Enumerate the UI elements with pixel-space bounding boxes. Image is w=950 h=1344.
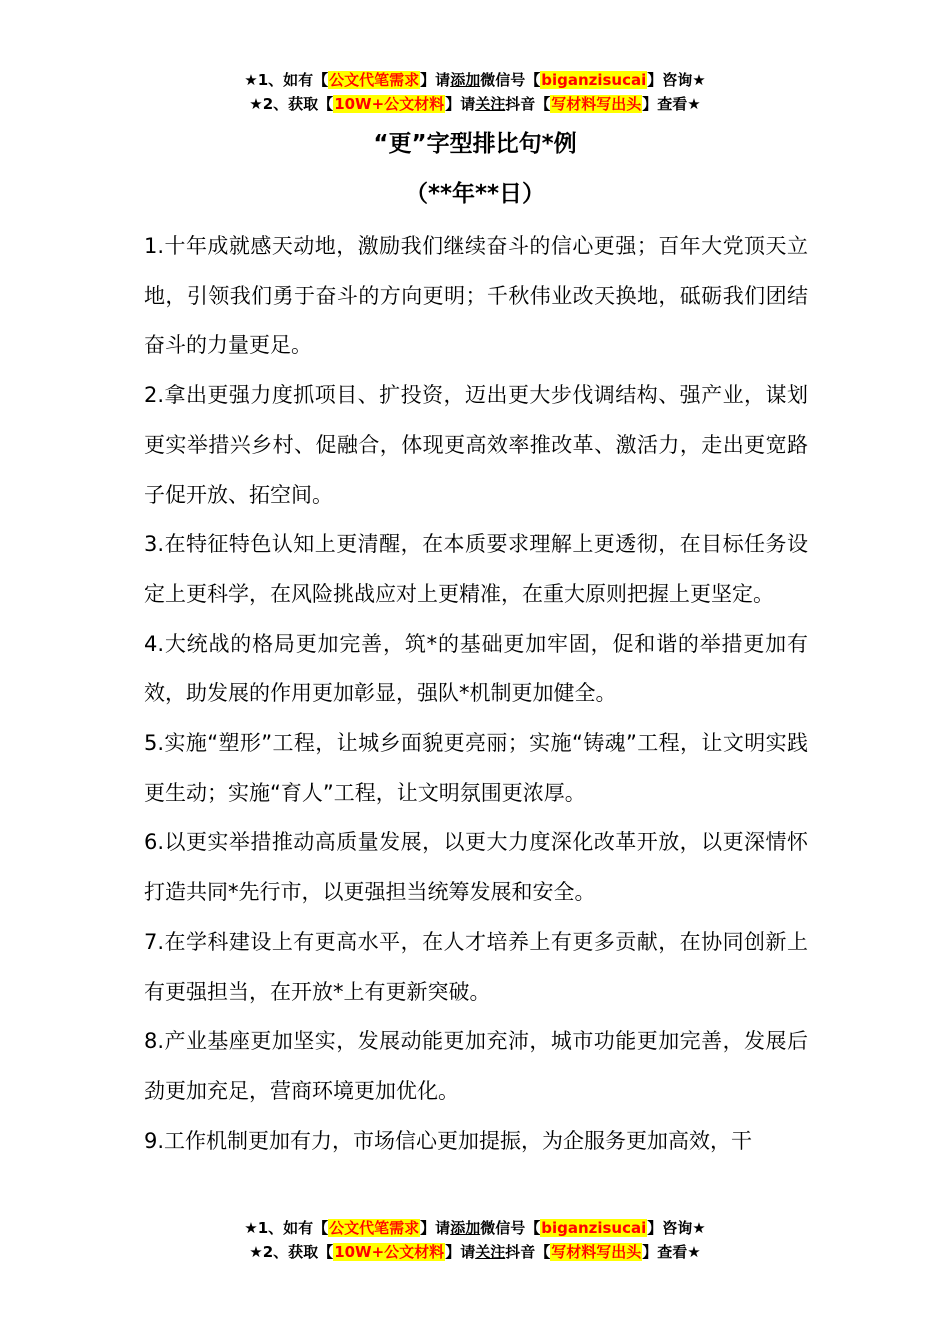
- wechat-id: biganzisucai: [541, 71, 647, 89]
- paragraph: 4.大统战的格局更加完善，筑*的基础更加牢固，促和谐的举措更加有效，助发展的作用更加彰显，强队*机制更加健全。: [144, 631, 808, 706]
- banner-text: 】咨询★: [647, 1219, 706, 1237]
- highlight-text: 10W+公文材料: [334, 1243, 445, 1261]
- banner-text: ★2、获取【: [249, 95, 334, 113]
- paragraph: 3.在特征特色认知上更清醒，在本质要求理解上更透彻，在目标任务设定上更科学，在风险挑战应对上更精准，在重大原则把握上更坚定。: [144, 532, 808, 606]
- underlined-text: 关注: [475, 1243, 506, 1261]
- banner-text: 】请: [420, 71, 451, 89]
- banner-text: 抖音【: [505, 95, 551, 113]
- paragraph: 6.以更实举措推动高质量发展，以更大力度深化改革开放，以更深情怀打造共同*先行市，以更强担当统筹发展和安全。: [144, 830, 808, 905]
- highlight-text: 10W+公文材料: [334, 95, 445, 113]
- banner-line-2: [0, 1240, 950, 1264]
- document-body: [144, 222, 808, 1208]
- page-title: “更”字型排比句*例: [373, 131, 577, 157]
- paragraph: 2.拿出更强力度抓项目、扩投资，迈出更大步伐调结构、强产业，谋划更实举措兴乡村、促融合，体现更高效率推改革、激活力，走出更宽路子促开放、拓空间。: [144, 383, 808, 507]
- banner-line-1: [0, 1216, 950, 1240]
- top-banner: [0, 68, 950, 116]
- underlined-text: 添加: [450, 71, 481, 89]
- banner-text: ★2、获取【: [249, 1243, 334, 1261]
- douyin-id: 写材料写出头: [551, 1243, 642, 1261]
- banner-text: 】请: [445, 1243, 476, 1261]
- page-date: （**年**日）: [404, 181, 546, 207]
- banner-line-2: [0, 92, 950, 116]
- paragraph: 1.十年成就感天动地，激励我们继续奋斗的信心更强；百年大党顶天立地，引领我们勇于奋斗的方向更明；千秋伟业改天换地，砥砺我们团结奋斗的力量更足。: [144, 234, 808, 358]
- underlined-text: 添加: [450, 1219, 481, 1237]
- highlight-text: 公文代笔需求: [329, 71, 420, 89]
- banner-text: ★1、如有【: [244, 1219, 329, 1237]
- paragraph: 7.在学科建设上有更高水平，在人才培养上有更多贡献，在协同创新上有更强担当，在开放*上有更新突破。: [144, 929, 808, 1004]
- banner-text: 微信号【: [480, 1219, 541, 1237]
- banner-text: 】请: [420, 1219, 451, 1237]
- banner-text: 】咨询★: [647, 71, 706, 89]
- paragraph: 9.工作机制更加有力，市场信心更加提振，为企服务更加高效，干: [144, 1128, 753, 1153]
- highlight-text: 公文代笔需求: [329, 1219, 420, 1237]
- banner-line-1: [0, 68, 950, 92]
- bottom-banner: [0, 1216, 950, 1264]
- banner-text: 】请: [445, 95, 476, 113]
- paragraph: 8.产业基座更加坚实，发展动能更加充沛，城市功能更加完善，发展后劲更加充足，营商环境更加优化。: [144, 1029, 808, 1103]
- banner-text: 抖音【: [505, 1243, 551, 1261]
- underlined-text: 关注: [475, 95, 506, 113]
- wechat-id: biganzisucai: [541, 1219, 647, 1237]
- paragraph: 5.实施“塑形”工程，让城乡面貌更亮丽；实施“铸魂”工程，让文明实践更生动；实施“育人”工程，让文明氛围更浓厚。: [144, 731, 808, 805]
- douyin-id: 写材料写出头: [551, 95, 642, 113]
- banner-text: 】查看★: [642, 95, 701, 113]
- banner-text: 】查看★: [642, 1243, 701, 1261]
- banner-text: ★1、如有【: [244, 71, 329, 89]
- banner-text: 微信号【: [480, 71, 541, 89]
